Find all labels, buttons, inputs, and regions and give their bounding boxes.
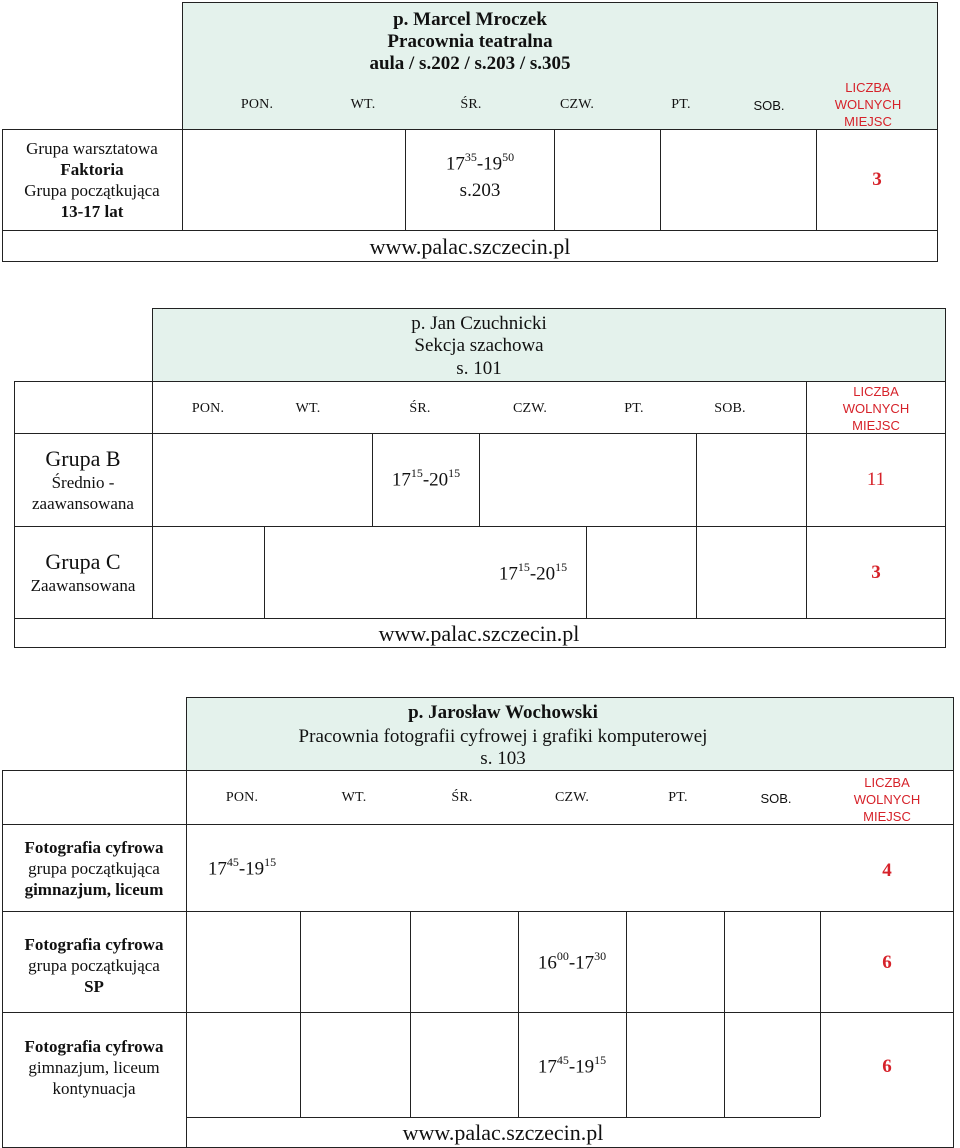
group-label-1: Fotografia cyfrowa grupa początkująca gimnazjum, liceum <box>24 837 164 899</box>
schedule-room: s.203 <box>459 179 501 201</box>
instructor-name: p. Jarosław Wochowski <box>408 701 598 723</box>
day-sat: SOB. <box>753 97 785 113</box>
free-places-header: LICZBA WOLNYCH MIEJSC <box>853 774 921 824</box>
website-link[interactable]: www.palac.szczecin.pl <box>369 233 571 259</box>
free-places-value-b: 11 <box>866 469 886 490</box>
free-places-header: LICZBA WOLNYCH MIEJSC <box>842 383 910 433</box>
schedule-time-b: $17^{15}-20^{15}$ <box>391 465 461 491</box>
group-label-c: Grupa C Zaawansowana <box>30 548 136 595</box>
day-mon: PON. <box>225 790 259 805</box>
day-mon: PON. <box>191 401 225 416</box>
website-link[interactable]: www.palac.szczecin.pl <box>402 1120 604 1145</box>
website-link[interactable]: www.palac.szczecin.pl <box>378 620 580 646</box>
free-places-value-c: 3 <box>871 561 881 583</box>
day-tue: WT. <box>350 97 376 112</box>
schedule-time: $17^{35}-19^{50}$ <box>445 149 515 175</box>
free-places-value-3: 6 <box>882 1056 892 1077</box>
group-label: Grupa warsztatowa Faktoria Grupa początkująca 13-17 lat <box>24 139 160 221</box>
day-wed: ŚR. <box>460 97 482 112</box>
schedule-time-3: $17^{45}-19^{15}$ <box>537 1052 607 1078</box>
free-places-value: 3 <box>872 169 882 190</box>
instructor-name: p. Jan Czuchnicki <box>411 312 547 334</box>
day-thu: CZW. <box>554 790 590 805</box>
free-places-value-2: 6 <box>882 952 892 973</box>
schedule-time-c: $17^{15}-20^{15}$ <box>498 559 568 585</box>
day-mon: PON. <box>240 97 274 112</box>
schedule-time-1: $17^{45}-19^{15}$ <box>207 854 277 880</box>
day-sat: SOB. <box>760 790 792 806</box>
room-label: aula / s.202 / s.203 / s.305 <box>369 52 571 74</box>
day-tue: WT. <box>341 790 367 805</box>
day-sat: SOB. <box>714 401 746 416</box>
day-fri: PT. <box>668 790 688 805</box>
group-label-2: Fotografia cyfrowa grupa początkująca SP <box>24 934 164 996</box>
day-fri: PT. <box>671 97 691 112</box>
free-places-value-1: 4 <box>882 860 892 881</box>
room-label: s. 103 <box>480 747 526 769</box>
schedule-time-2: $16^{00}-17^{30}$ <box>537 948 607 974</box>
schedule-table-photo <box>2 697 954 1148</box>
day-thu: CZW. <box>512 401 548 416</box>
schedule-table-theatre <box>2 2 938 262</box>
day-fri: PT. <box>624 401 644 416</box>
group-label-3: Fotografia cyfrowa gimnazjum, liceum kontynuacja <box>24 1036 164 1098</box>
free-places-header: LICZBA WOLNYCH MIEJSC <box>834 79 902 129</box>
day-tue: WT. <box>295 401 321 416</box>
room-label: s. 101 <box>456 357 502 379</box>
group-label-b: Grupa B Średnio - zaawansowana <box>32 446 134 513</box>
subject-name: Sekcja szachowa <box>414 334 544 356</box>
day-wed: ŚR. <box>409 401 431 416</box>
day-thu: CZW. <box>559 97 595 112</box>
subject-name: Pracownia fotografii cyfrowej i grafiki komputerowej <box>298 725 708 747</box>
schedule-table-chess <box>14 308 946 648</box>
instructor-name: p. Marcel Mroczek <box>393 8 547 30</box>
day-wed: ŚR. <box>451 790 473 805</box>
subject-name: Pracownia teatralna <box>387 30 553 52</box>
